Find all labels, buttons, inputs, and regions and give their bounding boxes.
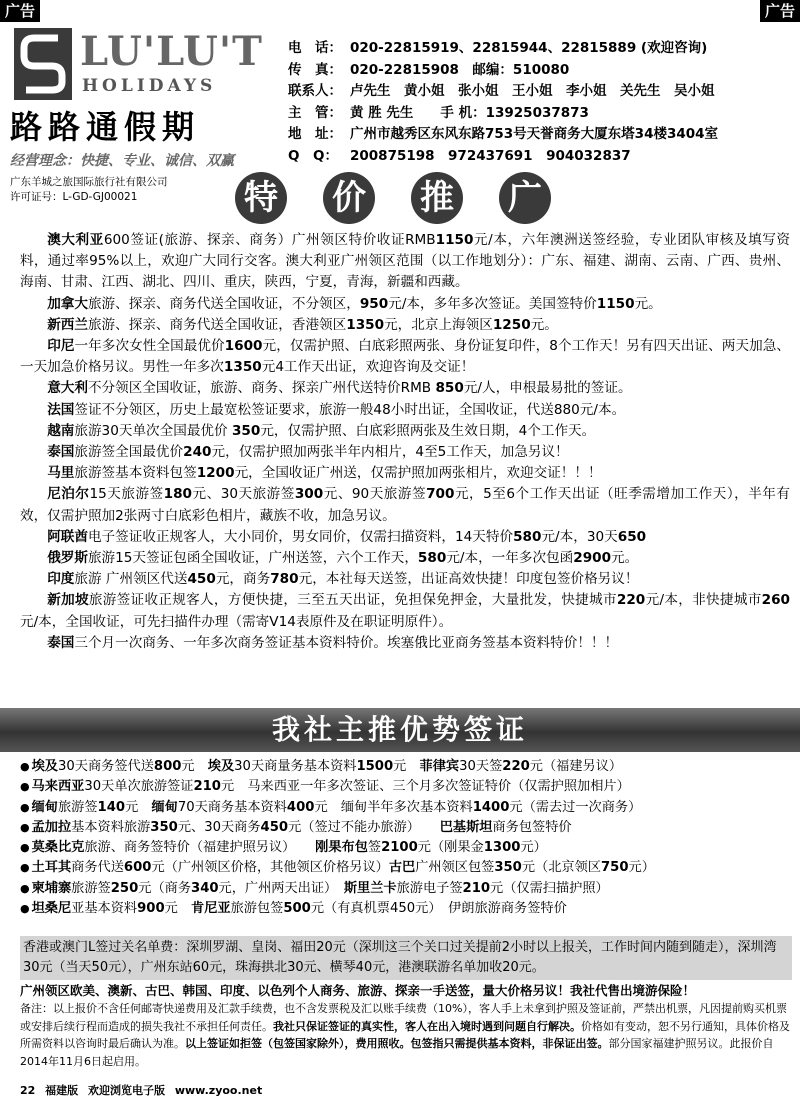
- highlight-text: 900: [137, 901, 165, 917]
- brand-english: LU'LU'T: [80, 28, 263, 75]
- offer-paragraph: [20, 230, 790, 294]
- body-text: 旅游15天签证包函全国收证，广州送签，六个工作天，: [87, 550, 418, 567]
- body-text: 一年多次女性全国最优价: [74, 338, 225, 355]
- highlight-text: 泰国: [47, 444, 75, 461]
- offer-paragraph: [20, 548, 790, 569]
- body-text: 部分国家福建护照另议。此报价自2014年11月6日起启用。: [20, 1037, 774, 1068]
- banner-char: 特: [235, 172, 287, 224]
- body-text: 元/本，30天: [541, 528, 618, 545]
- highlight-text: 埃及: [31, 759, 58, 774]
- highlight-text: 1350: [346, 316, 385, 333]
- body-text: 元）: [520, 840, 547, 856]
- body-text: 元（仅需扫描护照）: [490, 880, 609, 896]
- highlight-text: 450: [187, 571, 216, 588]
- highlight-text: 我社只保证签证的真实性，客人在出入境时遇到问题自行解决。: [273, 1019, 581, 1033]
- offer-paragraph: [20, 378, 790, 399]
- highlight-text: 700: [426, 486, 455, 503]
- body-text: 元: [164, 901, 192, 917]
- body-text: 元，商务: [215, 571, 271, 588]
- featured-visa-banner: 我社主推优势签证: [0, 708, 800, 752]
- highlight-text: 坦桑尼: [31, 901, 72, 917]
- body-text: 元、90天旅游签: [323, 486, 427, 503]
- body-text: 元，本社每天送签，出证高效快捷！印度包签价格另议！: [298, 571, 639, 588]
- body-text: 元，全国收证广州送，仅需护照加两张相片，欢迎交证！！！: [234, 465, 602, 482]
- body-text: 旅游30天单次全国最优价: [74, 422, 232, 439]
- highlight-text: 500: [283, 901, 311, 917]
- highlight-text: 210: [462, 880, 491, 896]
- manager: 黄 胜 先生 手 机：13925037873: [350, 104, 589, 121]
- body-text: 元，北京上海领区: [384, 316, 493, 333]
- body-text: 15天旅游签: [89, 486, 164, 503]
- body-text: 30天单次旅游签证: [84, 779, 194, 795]
- body-text: 元/本，多年多次签证。美国签特价: [388, 295, 597, 312]
- highlight-text: 260: [761, 592, 790, 609]
- body-text: 签: [367, 840, 382, 856]
- body-text: 旅游签基本资料包签: [74, 465, 197, 482]
- highlight-text: 意大利: [47, 380, 88, 397]
- visa-line: [20, 858, 790, 878]
- highlight-text: 澳大利亚: [47, 232, 104, 248]
- body-text: 元）: [628, 860, 655, 876]
- highlight-text: 马里: [47, 465, 75, 482]
- offer-paragraph: [20, 633, 790, 654]
- footer-remarks: [20, 1000, 790, 1070]
- bullet-icon: ●: [20, 800, 30, 814]
- offer-paragraph: [20, 421, 790, 442]
- highlight-text: 土耳其: [31, 860, 72, 876]
- highlight-text: 印尼: [47, 338, 75, 355]
- body-text: 元: [393, 759, 420, 774]
- highlight-text: 菲律宾: [419, 759, 460, 774]
- body-text: 30天商量务基本资料: [234, 759, 357, 774]
- contact-block: [288, 38, 718, 167]
- highlight-text: 阿联酋: [47, 528, 88, 545]
- slogan: 欢迎浏览电子版: [88, 1084, 165, 1097]
- highlight-text: 新西兰: [47, 316, 88, 333]
- body-text: 旅游签全国最优价: [74, 444, 184, 461]
- banner-char: 价: [323, 172, 375, 224]
- address: 广州市越秀区东风东路753号天誉商务大厦东塔34楼3404室: [350, 126, 719, 142]
- offer-paragraph: [20, 569, 790, 590]
- highlight-text: 巴基斯坦: [439, 819, 493, 835]
- contact-people: 卢先生 黄小姐 张小姐 王小姐 李小姐 关先生 吴小姐: [350, 83, 715, 99]
- body-text: 元。: [530, 316, 558, 333]
- company-name: 广东羊城之旅国际旅行社有限公司: [10, 176, 168, 188]
- highlight-text: 马来西亚: [31, 779, 85, 795]
- highlight-text: 340: [191, 880, 219, 896]
- visa-line: [20, 757, 790, 777]
- offer-paragraph: [20, 442, 790, 463]
- highlight-text: 750: [600, 860, 629, 876]
- highlight-text: 刚果布包: [315, 840, 368, 856]
- highlight-text: 580: [513, 528, 542, 545]
- highlight-text: 莫桑比克: [31, 840, 85, 856]
- manager-label: 主 管：: [288, 104, 342, 121]
- highlight-text: 埃及: [207, 759, 235, 774]
- body-text: 旅游 广州领区代送: [74, 571, 188, 588]
- bullet-icon: ●: [20, 820, 30, 834]
- highlight-text: 2100: [381, 840, 418, 856]
- body-text: 旅游、商务签特价（福建护照另议）: [84, 840, 316, 856]
- highlight-text: 柬埔寨: [31, 880, 72, 896]
- body-text: 元，仅需护照、白底彩照两张及生效日期，4个工作天。: [260, 422, 596, 439]
- body-text: 元（福建另议）: [529, 759, 623, 774]
- footer-notes: [20, 981, 790, 1070]
- highlight-text: 1150: [435, 232, 474, 248]
- highlight-text: 尼泊尔: [47, 486, 90, 503]
- people-label: 联系人：: [288, 83, 342, 99]
- body-text: 基本资料旅游: [71, 819, 151, 835]
- body-text: 旅游签: [71, 880, 111, 896]
- highlight-text: 850: [435, 380, 464, 397]
- body-text: 30天签: [459, 759, 503, 774]
- highlight-text: 肯尼亚: [191, 901, 231, 917]
- body-text: 元（刚果金: [417, 840, 484, 856]
- body-text: 元，仅需护照加两张半年内相片，4至5工作天，加急另议！: [211, 444, 569, 461]
- offer-paragraph: [20, 527, 790, 548]
- highlight-text: 1200: [196, 465, 235, 482]
- highlight-text: 400: [286, 799, 315, 815]
- body-text: 元、30天旅游签: [192, 486, 295, 503]
- offer-paragraph: [20, 484, 790, 526]
- body-text: 元（有真机票450元） 伊朗旅游商务签特价: [310, 901, 567, 917]
- body-text: 元 缅甸半年多次基本资料: [314, 799, 473, 815]
- page-footer: [20, 1082, 268, 1098]
- visa-offers: [20, 230, 790, 654]
- brand-subtitle: HOLIDAYS: [82, 76, 217, 96]
- highlight-text: 350: [231, 422, 261, 439]
- highlight-text: 孟加拉: [31, 819, 72, 835]
- offer-paragraph: [20, 336, 790, 378]
- highlight-text: 220: [502, 759, 530, 774]
- highlight-text: 1600: [224, 338, 263, 355]
- highlight-text: 450: [260, 819, 289, 835]
- visa-line: [20, 818, 790, 838]
- motto: 经营理念：快捷、专业、诚信、双赢: [10, 153, 234, 169]
- body-text: 商务代送: [71, 860, 124, 876]
- highlight-text: 250: [110, 880, 139, 896]
- offer-paragraph: [20, 590, 790, 632]
- highlight-text: 新加坡: [47, 592, 89, 609]
- fax: 020-22815908 邮编：510080: [350, 61, 570, 78]
- body-text: 元4工作天出证，欢迎咨询及交证！: [261, 359, 475, 376]
- body-text: 旅游、探亲、商务代送全国收证，不分领区，: [87, 295, 360, 312]
- body-text: 元、30天商务: [177, 819, 261, 835]
- highlight-text: 泰国: [47, 634, 75, 651]
- body-text: 70天商务基本资料: [177, 799, 287, 815]
- highlight-text: 1150: [596, 295, 635, 312]
- visa-line: [20, 899, 790, 919]
- highlight-text: 俄罗斯: [47, 550, 88, 567]
- body-text: 元。: [634, 295, 662, 312]
- qq-label: Q Q：: [288, 147, 338, 164]
- body-text: 广州领区包签: [415, 860, 495, 876]
- body-text: 元/本，一年多次包函: [446, 550, 574, 567]
- highlight-text: 斯里兰卡: [343, 880, 397, 896]
- body-text: 元（北京领区: [521, 860, 601, 876]
- special-offer-banner: [0, 172, 800, 224]
- highlight-text: 800: [153, 759, 182, 774]
- highlight-text: 1350: [223, 359, 262, 376]
- offer-paragraph: [20, 315, 790, 336]
- bullet-icon: ●: [20, 881, 30, 895]
- offer-paragraph: [20, 400, 790, 421]
- bullet-icon: ●: [20, 760, 30, 773]
- featured-visa-list: [20, 757, 790, 919]
- body-text: 三个月一次商务、一年多次商务签证基本资料特价。埃塞俄比亚商务签基本资料特价！！！: [74, 634, 619, 651]
- bullet-icon: ●: [20, 841, 30, 855]
- body-text: 签证不分领区，历史上最宽松签证要求，旅游一般48小时出证，全国收证，代送880元/本。: [74, 401, 626, 418]
- body-text: 旅游签证收正规客人，方便快捷，三至五天出证，免担保免押金，大量批发，快捷城市: [88, 592, 617, 609]
- highlight-text: 350: [494, 860, 522, 876]
- highlight-text: 600: [123, 860, 152, 876]
- body-text: 旅游、探亲、商务代送全国收证，香港领区: [87, 316, 347, 333]
- body-text: 旅游电子签: [396, 880, 463, 896]
- highlight-text: 古巴: [388, 860, 416, 876]
- address-label: 地 址：: [288, 126, 342, 142]
- highlight-text: 2900: [573, 550, 612, 567]
- highlight-text: 650: [617, 528, 647, 545]
- bullet-icon: ●: [20, 902, 30, 916]
- highlight-text: 220: [616, 592, 646, 609]
- bullet-icon: ●: [20, 861, 30, 875]
- fax-label: 传 真：: [288, 61, 342, 78]
- highlight-text: 180: [163, 486, 193, 503]
- body-text: 元/本，全国收证，可先扫描件办理（需寄V14表原件及在职证明原件）。: [20, 613, 453, 630]
- body-text: 不分领区全国收证，旅游、商务、探亲广州代送特价RMB: [87, 380, 436, 397]
- highlight-text: 1500: [356, 759, 394, 774]
- highlight-text: 300: [294, 486, 324, 503]
- highlight-text: 580: [417, 550, 447, 567]
- body-text: 元/本，非快捷城市: [645, 592, 762, 609]
- highlight-text: 印度: [47, 571, 75, 588]
- banner-char: 广: [499, 172, 551, 224]
- offer-paragraph: [20, 294, 790, 315]
- body-text: 旅游包签: [230, 901, 284, 917]
- visa-line: [20, 798, 790, 818]
- body-text: 备注：以上报价不含任何邮寄快递费用及汇款手续费，也不含发票税及汇以账手续费（10%），客人手上未拿到护照及签证前，严禁出机票，凡因提前购买机票或安排后续行程而造成的损失我社不承担任何责任。: [20, 1002, 787, 1033]
- ad-tag-right: 广告: [760, 0, 800, 22]
- body-text: 元，仅需护照、白底彩照两张、身份证复印件，8个工作天！另有四天出证、两天加急、一天加急价格另议。男性一年多次: [20, 338, 790, 376]
- body-text: 元。: [611, 550, 639, 567]
- banner-char: 推: [411, 172, 463, 224]
- body-text: 元，5至6个工作天出证（旺季需增加工作天），半年有效，仅需护照加2张两寸白底彩色相片，藏族不收，加急另议。: [20, 486, 790, 524]
- body-text: 元（签过不能办旅游）: [288, 819, 440, 835]
- page-number: 22: [20, 1084, 36, 1097]
- body-text: 元（商务: [138, 880, 192, 896]
- highlight-text: 加拿大: [47, 295, 88, 312]
- body-text: 元/本，六年澳洲送签经验，专业团队审核及填写资料，通过率95%以上，欢迎广大同行交客。澳大利亚广州领区范围（以工作地划分）：广东、福建、湖南、云南、广西、贵州、海南、甘肃、江西、湖北、四川、重庆，陕西，宁夏，青海，新疆和西藏。: [20, 232, 791, 291]
- body-text: 元（广州领区价格，其他领区价格另议）: [151, 860, 389, 876]
- highlight-text: 法国: [47, 401, 75, 418]
- hk-macau-note: 香港或澳门L签过关名单费：深圳罗湖、皇岗、福田20元（深圳这三个关口过关提前2小时以上报关，工作时间内随到随走），深圳湾30元（当天50元），广州东站60元，珠海拱北30元、横琴40元，港澳联游名单加收20元。: [20, 936, 792, 980]
- body-text: 30天商务签代送: [57, 759, 154, 774]
- highlight-text: 240: [183, 444, 212, 461]
- visa-line: [20, 838, 790, 858]
- highlight-text: 780: [270, 571, 299, 588]
- license-number: 许可证号：L-GD-GJ00021: [10, 191, 138, 203]
- body-text: 商务包签特价: [492, 819, 572, 835]
- phone-label: 电 话：: [288, 40, 342, 56]
- logo-mark-icon: [14, 28, 72, 100]
- body-text: 元 马来西亚一年多次签证、三个月多次签证特价（仅需护照加相片）: [220, 779, 630, 795]
- bullet-icon: ●: [20, 780, 30, 794]
- highlight-text: 越南: [47, 422, 75, 439]
- highlight-text: 以上签证如拒签（包签国家除外），费用照收。包签指只需提供基本资料，非保证出签。: [185, 1037, 609, 1051]
- footer-highlight: 广州领区欧美、澳新、古巴、韩国、印度、以色列个人商务、旅游、探亲一手送签，量大价格另议！我社代售出境游保险！: [20, 983, 696, 998]
- highlight-text: 1250: [492, 316, 531, 333]
- body-text: 元（需去过一次商务）: [509, 799, 642, 815]
- visa-line: [20, 879, 790, 899]
- offer-paragraph: [20, 463, 790, 484]
- highlight-text: 1300: [483, 840, 521, 856]
- highlight-text: 350: [150, 819, 178, 835]
- ad-tag-left: 广告: [0, 0, 40, 22]
- highlight-text: 缅甸: [31, 799, 58, 815]
- body-text: 元: [181, 759, 208, 774]
- highlight-text: 210: [193, 779, 221, 795]
- website: www.zyoo.net: [174, 1084, 263, 1097]
- qq: 200875198 972437691 904032837: [350, 147, 631, 164]
- highlight-text: 950: [359, 295, 389, 312]
- body-text: 价格如有变动，恕不另行通知，具体价格及所需资料以咨询时最后确认为准。: [20, 1019, 790, 1051]
- body-text: 元/人，申根最易批的签证。: [463, 380, 632, 397]
- body-text: 600签证(旅游、探亲、商务）广州领区特价收证RMB: [103, 232, 436, 248]
- highlight-text: 140: [97, 799, 126, 815]
- edition: 福建版: [45, 1084, 79, 1097]
- body-text: 旅游签: [57, 799, 98, 815]
- highlight-text: 1400: [472, 799, 510, 815]
- body-text: 电子签证收正规客人，大小同价，男女同价，仅需扫描资料，14天特价: [87, 528, 514, 545]
- brand-chinese: 路路通假期: [10, 108, 201, 146]
- body-text: 元: [125, 799, 152, 815]
- body-text: 元，广州两天出证）: [218, 880, 344, 896]
- body-text: 亚基本资料: [71, 901, 138, 917]
- visa-line: [20, 777, 790, 797]
- highlight-text: 缅甸: [151, 799, 178, 815]
- phone: 020-22815919、22815944、22815889 (欢迎咨询): [350, 40, 708, 56]
